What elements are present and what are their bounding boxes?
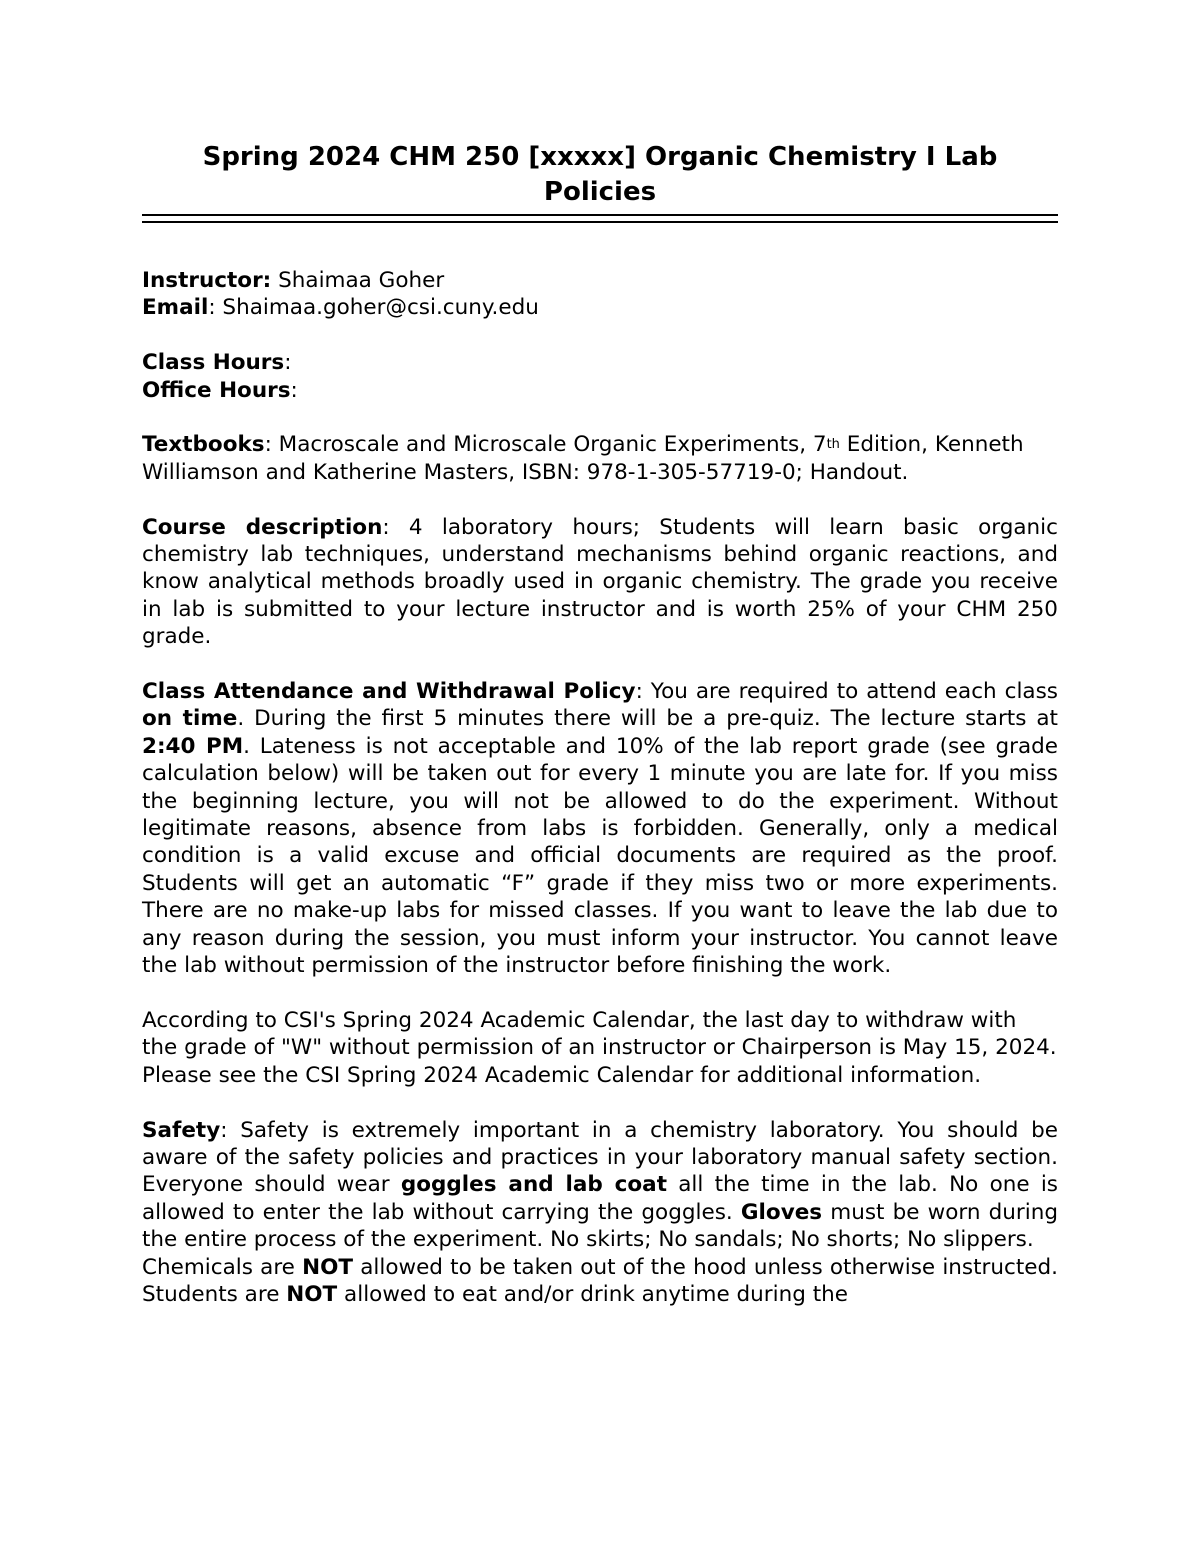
attendance-paragraph (142, 678, 1058, 979)
attendance-label: Class Attendance and Withdrawal Policy (142, 679, 636, 705)
course-description-label: Course description (142, 514, 383, 540)
instructor-value: Shaimaa Goher (271, 268, 445, 293)
title-double-rule (142, 214, 1058, 223)
class-hours-label: Class Hours (142, 350, 285, 376)
safety-text-1: : Safety is extremely important in a chemistry laboratory. You should be aware of the safety policies and practices in your laboratory manual safety section. Everyone should wear (142, 1117, 1058, 1198)
safety-bold-goggles: goggles and lab coat (400, 1172, 667, 1198)
chemicals-paragraph (142, 1254, 1058, 1309)
attendance-bold-start-time: 2:40 PM (142, 733, 244, 759)
textbooks-edition-superscript: th (826, 437, 840, 453)
chemicals-text-3: allowed to eat and/or drink anytime during the (337, 1281, 849, 1307)
attendance-bold-on-time: on time (142, 706, 238, 732)
email-line (142, 294, 1058, 321)
chemicals-text-1: Chemicals are (142, 1254, 303, 1280)
email-value: : Shaimaa.goher@csi.cuny.edu (208, 295, 539, 321)
document-title: Spring 2024 CHM 250 [xxxxx] Organic Chemistry I Lab Policies (202, 142, 998, 207)
email-label: Email (142, 295, 209, 321)
textbooks-text-post: Edition, Kenneth Williamson and Katherine Masters, ISBN: 978-1-305-57719-0; Handout. (142, 432, 1024, 485)
chemicals-bold-not-2: NOT (286, 1281, 338, 1307)
course-description-text: : 4 laboratory hours; Students will learn basic organic chemistry lab techniques, understand mechanisms behind organic reactions, and know analytical methods broadly used in organic chemistry. The grade you receive in lab is submitted to your lecture instructor and is worth 25% of your CHM 250 grade. (142, 514, 1058, 650)
office-hours-value: : (290, 377, 298, 403)
safety-text-3: must be worn during the entire process of the experiment. No skirts; No sandals; No shorts; No slippers. (142, 1199, 1058, 1253)
attendance-text-3: . Lateness is not acceptable and 10% of the lab report grade (see grade calculation below) will be taken out for every 1 minute you are late for. If you miss the beginning lecture, you will not be allowed to do the experiment. Without legitimate reasons, absence from labs is forbidden. Generally, only a medical condition is a valid excuse and official documents are required as the proof. Students will get an automatic “F” grade if they miss two or more experiments. There are no make-up labs for missed classes. If you want to leave the lab due to any reason during the session, you must inform your instructor. You cannot leave the lab without permission of the instructor before finishing the work. (142, 733, 1058, 979)
safety-paragraph (142, 1117, 1058, 1254)
safety-text-2: all the time in the lab. No one is allowed to enter the lab without carrying the goggles. (142, 1172, 1058, 1225)
attendance-text-1: : You are required to attend each class (635, 679, 1058, 705)
safety-label: Safety (142, 1117, 221, 1143)
textbooks-label: Textbooks (142, 432, 265, 458)
instructor-label: Instructor: (142, 268, 272, 293)
chemicals-bold-not-1: NOT (302, 1254, 354, 1280)
textbooks-text-pre: : Macroscale and Microscale Organic Experiments, 7 (264, 432, 827, 458)
attendance-text-2: . During the first 5 minutes there will be a pre-quiz. The lecture starts at (237, 706, 1058, 732)
safety-bold-gloves: Gloves (740, 1199, 823, 1225)
textbooks-paragraph (142, 431, 1058, 486)
class-hours-value: : (284, 350, 292, 376)
chemicals-text-2: allowed to be taken out of the hood unless otherwise instructed. Students are (142, 1254, 1058, 1307)
document-body (142, 140, 1058, 1308)
withdraw-paragraph: According to CSI's Spring 2024 Academic Calendar, the last day to withdraw with the grade of "W" without permission of an instructor or Chairperson is May 15, 2024. Please see the CSI Spring 2024 Academic Calendar for additional information. (142, 1007, 1057, 1088)
office-hours-label: Office Hours (142, 377, 291, 403)
class-hours-line (142, 349, 1058, 376)
course-description-paragraph (142, 514, 1058, 651)
instructor-line (142, 267, 1058, 294)
office-hours-line (142, 377, 1058, 404)
